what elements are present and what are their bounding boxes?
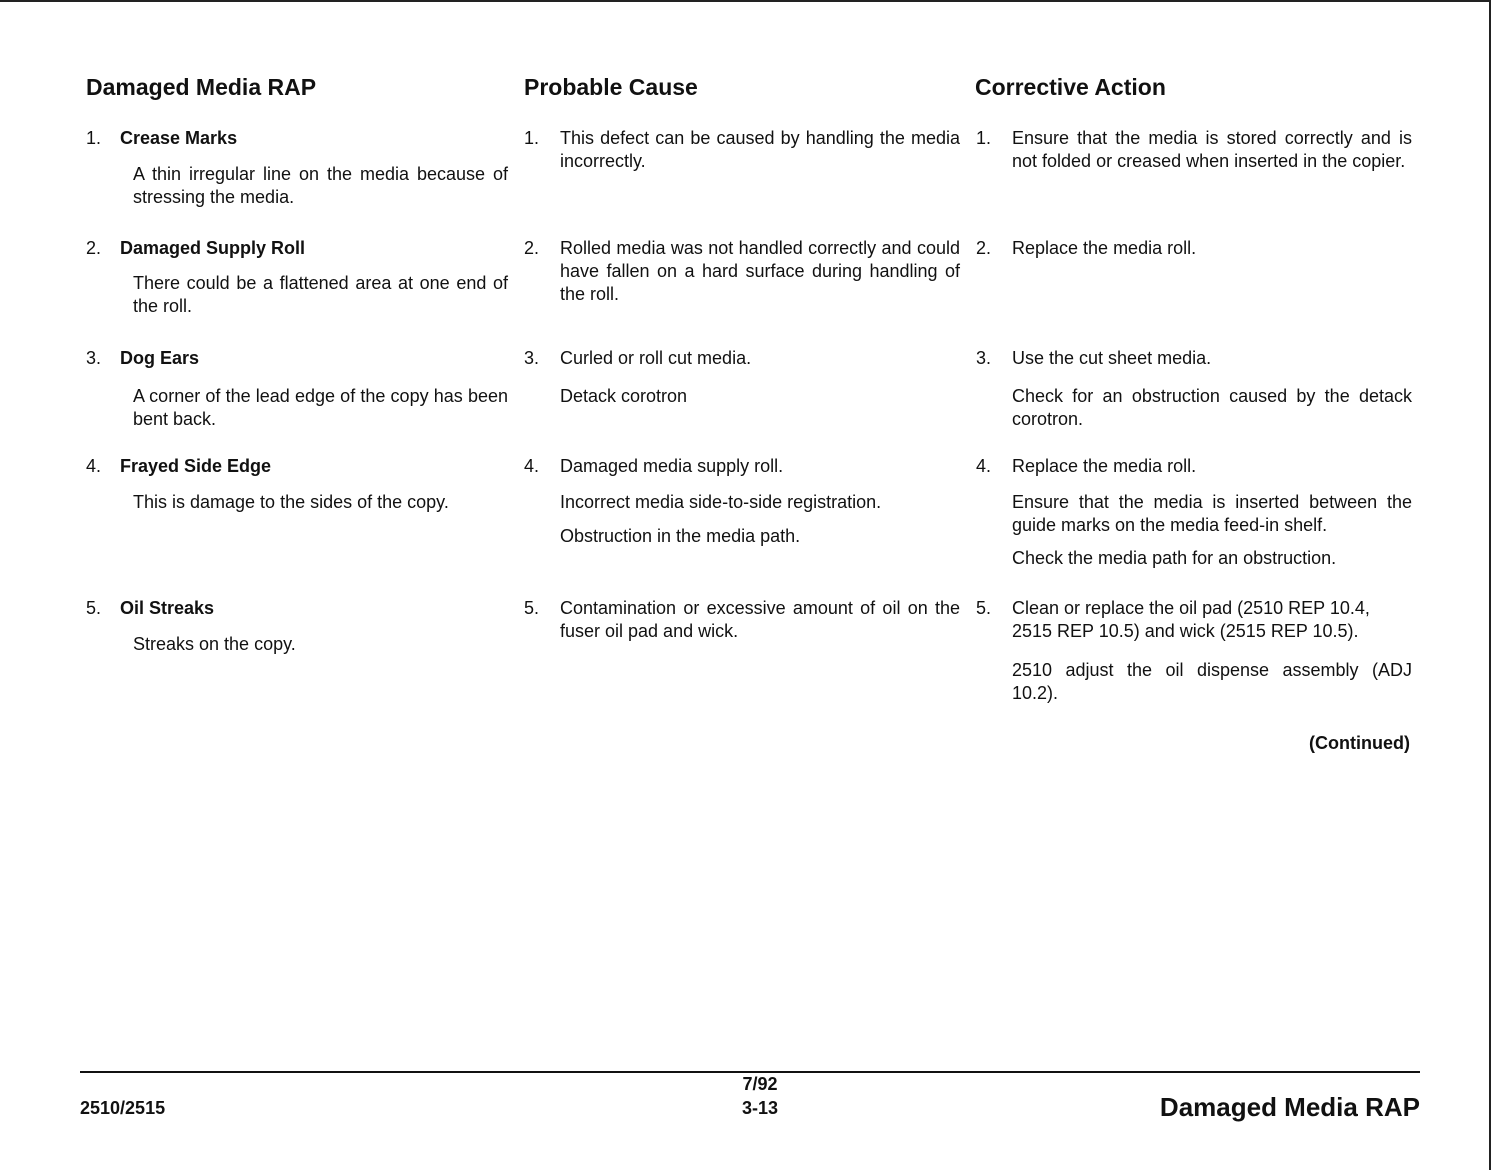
action-number: 5. — [976, 598, 992, 618]
symptom-number: 3. — [86, 348, 102, 368]
cause-text: Damaged media supply roll. — [560, 456, 784, 476]
action-text: Clean or replace the oil pad (2510 REP 10.4, 2515 REP 10.5) and wick (2515 REP 10.5). — [1012, 598, 1370, 641]
symptom-description: A thin irregular line on the media because of stressing the media. — [133, 164, 508, 207]
cause-text: Curled or roll cut media. — [560, 348, 752, 368]
symptom-description: A corner of the lead edge of the copy has been bent back. — [133, 386, 508, 429]
cause-text: This defect can be caused by handling the media incorrectly. — [560, 128, 960, 171]
action-number: 2. — [976, 238, 992, 258]
cause-number: 2. — [524, 238, 540, 258]
continued-label: (Continued) — [1309, 733, 1410, 753]
symptom-description: There could be a flattened area at one end of the roll. — [133, 273, 508, 316]
cause-number: 4. — [524, 456, 540, 476]
cause-number: 1. — [524, 128, 540, 148]
symptom-title: Oil Streaks — [120, 598, 215, 618]
action-text: Check for an obstruction caused by the detack corotron. — [1012, 386, 1412, 429]
action-number: 4. — [976, 456, 992, 476]
action-number: 1. — [976, 128, 992, 148]
heading-probable-cause: Probable Cause — [524, 74, 698, 100]
action-text: Ensure that the media is stored correctly and is not folded or creased when inserted in the copier. — [1012, 128, 1412, 171]
cause-text: Incorrect media side-to-side registration. — [560, 492, 882, 512]
symptom-description: Streaks on the copy. — [133, 634, 296, 654]
action-text: Replace the media roll. — [1012, 456, 1197, 476]
action-text: Check the media path for an obstruction. — [1012, 548, 1337, 568]
symptom-number: 1. — [86, 128, 102, 148]
symptom-number: 2. — [86, 238, 102, 258]
heading-corrective-action: Corrective Action — [975, 74, 1166, 100]
cause-number: 5. — [524, 598, 540, 618]
action-text: Use the cut sheet media. — [1012, 348, 1212, 368]
top-border — [0, 0, 1491, 2]
footer-model: 2510/2515 — [80, 1098, 166, 1118]
footer-page-number: 3-13 — [741, 1098, 779, 1118]
footer-section-title: Damaged Media RAP — [1159, 1092, 1420, 1122]
symptom-description: This is damage to the sides of the copy. — [133, 492, 449, 512]
action-text: Ensure that the media is inserted between the guide marks on the media feed-in shelf. — [1012, 492, 1412, 535]
action-text: Replace the media roll. — [1012, 238, 1197, 258]
symptom-title: Dog Ears — [120, 348, 200, 368]
cause-text: Obstruction in the media path. — [560, 526, 801, 546]
cause-text: Rolled media was not handled correctly and could have fallen on a hard surface during handling of the roll. — [560, 238, 960, 304]
symptom-number: 5. — [86, 598, 102, 618]
footer-date: 7/92 — [742, 1074, 778, 1094]
cause-text: Contamination or excessive amount of oil on the fuser oil pad and wick. — [560, 598, 960, 641]
heading-damaged-media-rap: Damaged Media RAP — [86, 74, 317, 100]
action-text: 2510 adjust the oil dispense assembly (ADJ 10.2). — [1012, 660, 1412, 703]
symptom-title: Frayed Side Edge — [120, 456, 272, 476]
cause-number: 3. — [524, 348, 540, 368]
cause-text: Detack corotron — [560, 386, 688, 406]
symptom-number: 4. — [86, 456, 102, 476]
footer-rule — [80, 1071, 1420, 1073]
symptom-title: Damaged Supply Roll — [120, 238, 306, 258]
symptom-title: Crease Marks — [120, 128, 238, 148]
action-number: 3. — [976, 348, 992, 368]
